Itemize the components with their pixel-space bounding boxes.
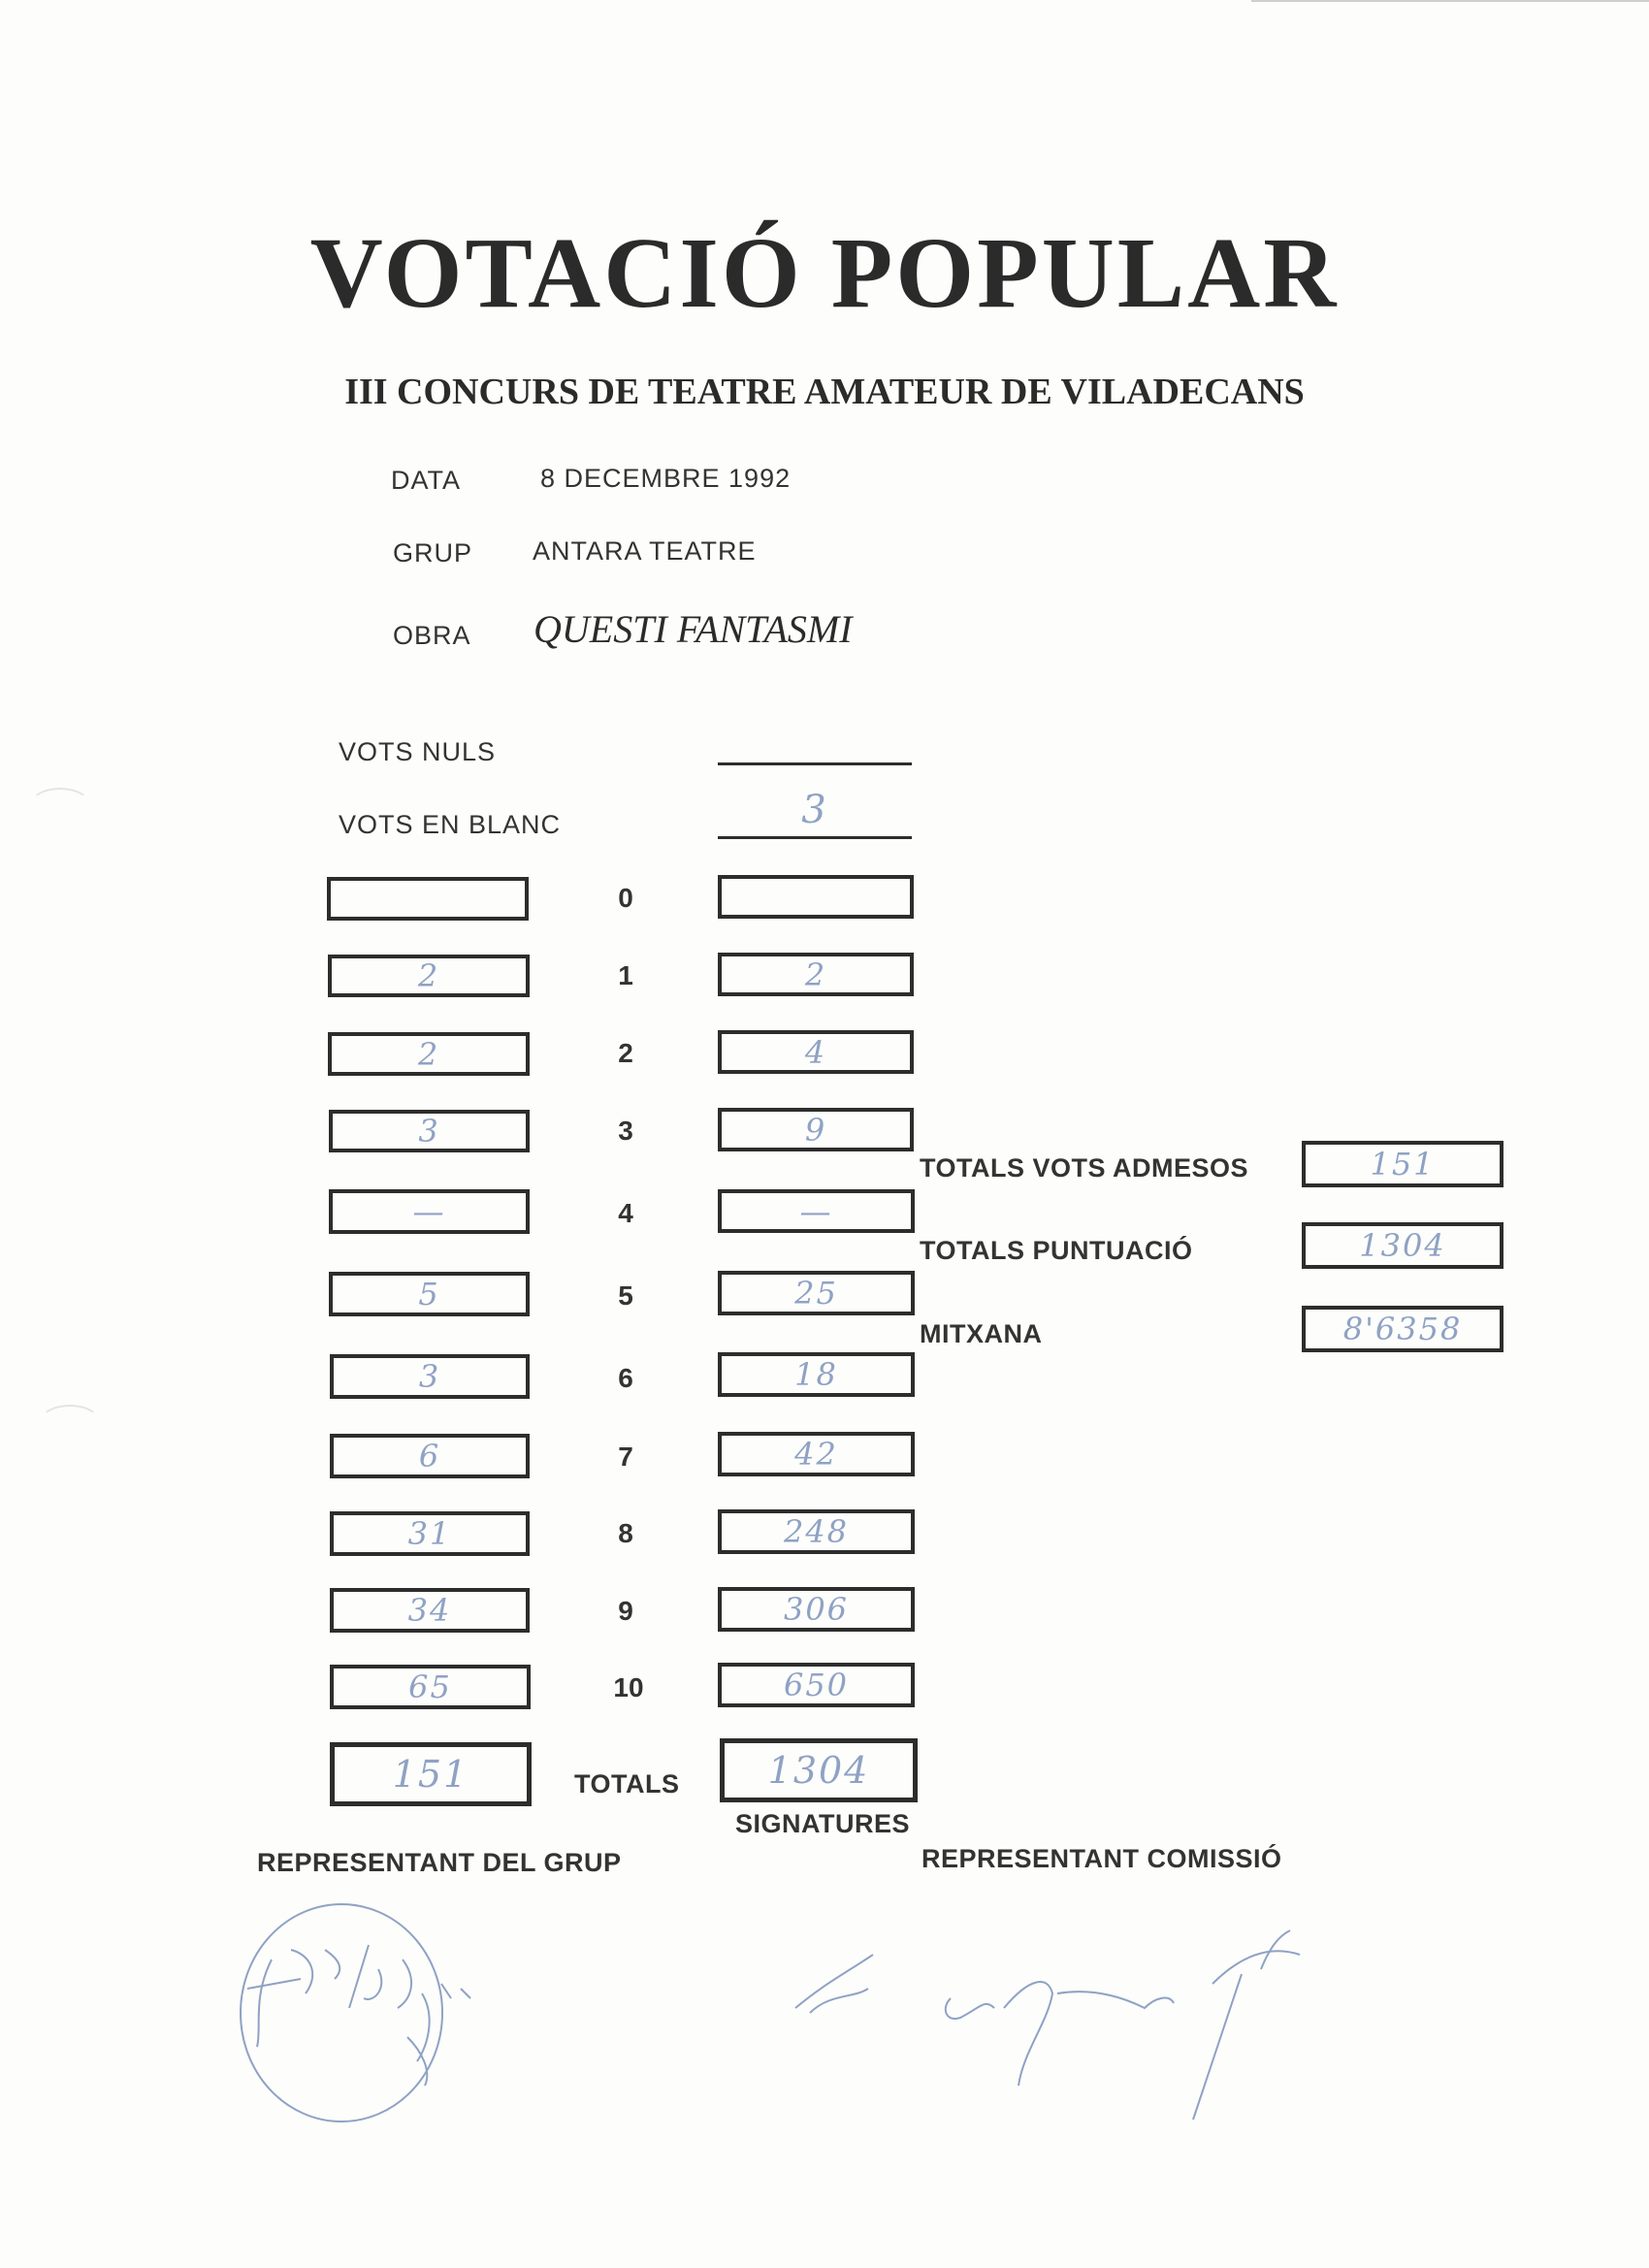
count-box-9 [330, 1588, 530, 1633]
points-box-9 [718, 1587, 915, 1632]
count-value: 3 [418, 1113, 440, 1150]
points-value: — [799, 1192, 833, 1230]
vots-nuls-label: VOTS NULS [339, 737, 497, 766]
signatures-label: SIGNATURES [735, 1809, 911, 1838]
count-value: 34 [407, 1592, 452, 1629]
totals-puntuacio-label: TOTALS PUNTUACIÓ [920, 1236, 1193, 1265]
points-box-4 [718, 1189, 915, 1233]
points-value: 18 [794, 1356, 838, 1393]
points-value: 248 [783, 1513, 850, 1550]
count-box-10 [330, 1665, 531, 1709]
points-box-7 [718, 1432, 915, 1476]
mitxana-label: MITXANA [920, 1319, 1043, 1348]
vots-en-blanc-line [718, 836, 912, 839]
vots-en-blanc-value: 3 [801, 788, 828, 832]
count-box-6 [330, 1354, 530, 1399]
count-value: 2 [417, 1035, 440, 1073]
vots-en-blanc-label: VOTS EN BLANC [339, 810, 562, 839]
points-value: 306 [783, 1591, 850, 1628]
points-value: 25 [794, 1275, 838, 1312]
score-label-5: 5 [618, 1280, 633, 1311]
points-value: 650 [783, 1667, 850, 1703]
points-value: 42 [794, 1436, 838, 1473]
mitxana-value: 8'6358 [1342, 1311, 1463, 1347]
count-value: 2 [417, 957, 440, 994]
count-value: — [412, 1193, 446, 1230]
totals-points-value: 1304 [767, 1749, 870, 1792]
totals-label: TOTALS [574, 1769, 680, 1798]
score-label-9: 9 [618, 1596, 633, 1626]
representant-grup-label: REPRESENTANT DEL GRUP [257, 1848, 622, 1877]
signature-comissio [786, 1916, 1368, 2129]
signature-grup [233, 1901, 553, 2134]
totals-vots-admesos-label: TOTALS VOTS ADMESOS [920, 1153, 1249, 1183]
score-label-7: 7 [618, 1442, 633, 1472]
totals-count-box [330, 1742, 532, 1806]
score-label-10: 10 [613, 1672, 644, 1702]
count-box-3 [329, 1110, 530, 1152]
points-box-0 [718, 875, 914, 919]
grup-value: ANTARA TEATRE [533, 536, 757, 566]
score-label-1: 1 [618, 960, 633, 990]
points-box-2 [718, 1030, 914, 1074]
count-box-1 [328, 955, 530, 997]
page-title: VOTACIÓ POPULAR [309, 217, 1340, 329]
count-value: 31 [407, 1515, 452, 1552]
binder-hole-top [29, 788, 91, 825]
mitxana-box [1302, 1306, 1504, 1352]
count-box-4 [329, 1189, 530, 1234]
count-value: 3 [418, 1358, 441, 1395]
totals-count-value: 151 [392, 1753, 469, 1796]
score-label-2: 2 [618, 1038, 633, 1068]
points-box-3 [718, 1108, 914, 1151]
count-value: 5 [418, 1276, 440, 1312]
points-value: 9 [804, 1111, 827, 1149]
obra-value: QUESTI FANTASMI [534, 607, 853, 651]
points-value: 2 [804, 956, 827, 993]
scan-edge-top [1251, 0, 1649, 2]
vots-nuls-line [718, 762, 912, 765]
totals-puntuacio-value: 1304 [1359, 1227, 1446, 1264]
count-value: 6 [418, 1438, 441, 1474]
page-subtitle: III CONCURS DE TEATRE AMATEUR DE VILADECANS [344, 372, 1305, 412]
count-box-8 [330, 1511, 530, 1556]
points-box-6 [718, 1352, 915, 1397]
totals-vots-admesos-value: 151 [1370, 1146, 1436, 1183]
count-box-7 [330, 1434, 530, 1478]
score-label-8: 8 [618, 1518, 633, 1548]
points-box-1 [718, 953, 914, 996]
totals-points-box [720, 1738, 918, 1802]
score-label-3: 3 [618, 1116, 633, 1146]
score-label-6: 6 [618, 1363, 633, 1393]
score-label-4: 4 [618, 1198, 633, 1228]
points-box-8 [718, 1509, 915, 1554]
binder-hole-bottom [39, 1405, 101, 1442]
count-box-0 [327, 877, 529, 921]
grup-label: GRUP [393, 538, 473, 567]
data-value: 8 DECEMBRE 1992 [540, 464, 792, 493]
count-value: 65 [408, 1669, 452, 1705]
representant-comissio-label: REPRESENTANT COMISSIÓ [922, 1844, 1282, 1873]
points-value: 4 [804, 1033, 827, 1071]
count-box-2 [328, 1032, 530, 1076]
points-box-10 [718, 1663, 915, 1707]
data-label: DATA [391, 466, 462, 495]
points-box-5 [718, 1271, 915, 1315]
totals-puntuacio-box [1302, 1222, 1504, 1269]
obra-label: OBRA [393, 621, 471, 650]
score-label-0: 0 [618, 883, 633, 913]
totals-vots-admesos-box [1302, 1141, 1504, 1187]
count-box-5 [329, 1272, 530, 1316]
